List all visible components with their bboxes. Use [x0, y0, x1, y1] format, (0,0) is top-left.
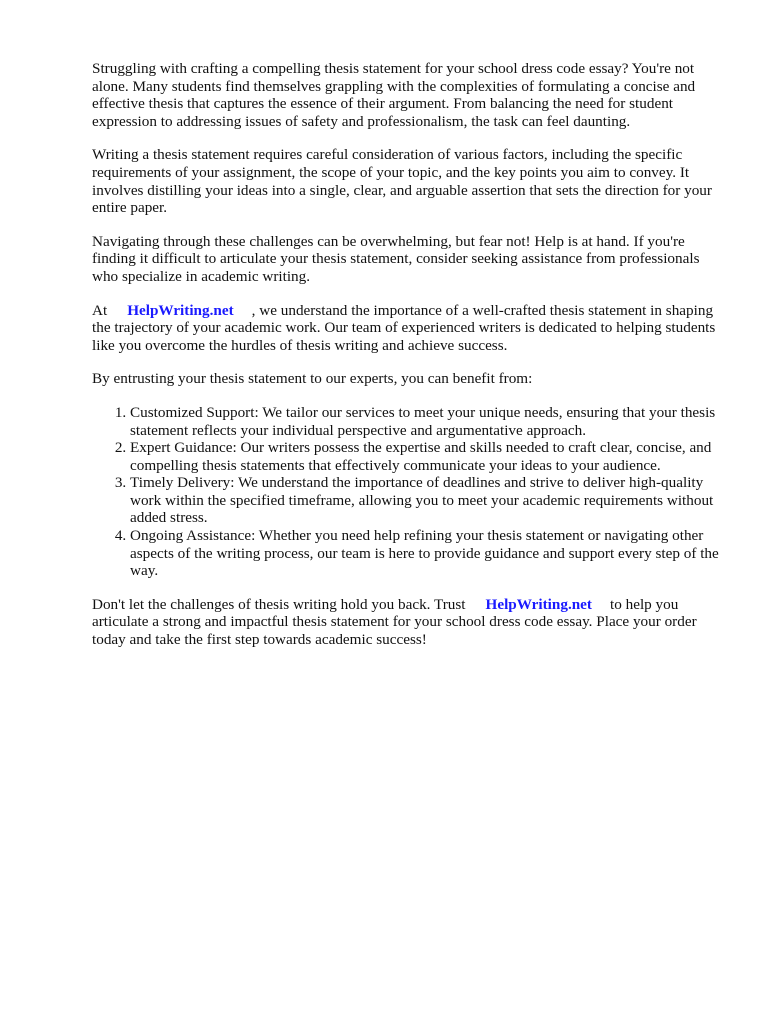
service-intro-lead: At — [92, 301, 108, 319]
document-page — [92, 60, 724, 665]
intro-paragraph: Struggling with crafting a compelling thesis statement for your school dress code essay? You're not alone. Many students find themselves grappling with the complexities of formulating a concise and effective thesis that captures the essence of their argument. From balancing the need for student expression to addressing issues of safety and professionalism, the task can feel daunting. — [92, 60, 696, 130]
helpwriting-link[interactable]: HelpWriting.net — [485, 595, 592, 613]
challenges-paragraph: Navigating through these challenges can be overwhelming, but fear not! Help is at hand. If you're finding it difficult to articulate your thesis statement, consider seeking assistance from professionals who specialize in academic writing. — [92, 232, 700, 285]
service-intro-paragraph — [92, 302, 724, 355]
benefits-list — [92, 404, 724, 580]
closing-paragraph — [92, 596, 724, 649]
service-intro-text: , we understand the importance of a well-crafted thesis statement in shaping the trajectory of your academic work. Our team of experienced writers is dedicated to helping students like you overcome the hurdles of thesis writing and achieve success. — [92, 301, 716, 354]
helpwriting-link[interactable]: HelpWriting.net — [127, 301, 234, 319]
closing-text: to help you articulate a strong and impactful thesis statement for your school dress code essay. Place your order today and take the first step towards academic success! — [92, 595, 697, 649]
benefits-intro-paragraph: By entrusting your thesis statement to our experts, you can benefit from: — [92, 370, 533, 388]
closing-lead: Don't let the challenges of thesis writing hold you back. Trust — [92, 595, 466, 613]
thesis-requirements-paragraph: Writing a thesis statement requires careful consideration of various factors, including the specific requirements of your assignment, the scope of your topic, and the key points you aim to convey. It involves distilling your ideas into a single, clear, and arguable assertion that sets the direction for your entire paper. — [92, 146, 712, 217]
list-item: 3. Timely Delivery: We understand the importance of deadlines and strive to deliver high-quality work within the specified timeframe, allowing you to meet your academic requirements without added stress. — [130, 474, 724, 527]
list-item: 1. Customized Support: We tailor our services to meet your unique needs, ensuring that your thesis statement reflects your individual perspective and argumentative approach. — [130, 404, 724, 439]
list-item: 2. Expert Guidance: Our writers possess the expertise and skills needed to craft clear, concise, and compelling thesis statements that effectively communicate your ideas to your audience. — [130, 439, 724, 474]
list-item: 4. Ongoing Assistance: Whether you need help refining your thesis statement or navigating other aspects of the writing process, our team is here to provide guidance and support every step of the way. — [130, 527, 724, 580]
